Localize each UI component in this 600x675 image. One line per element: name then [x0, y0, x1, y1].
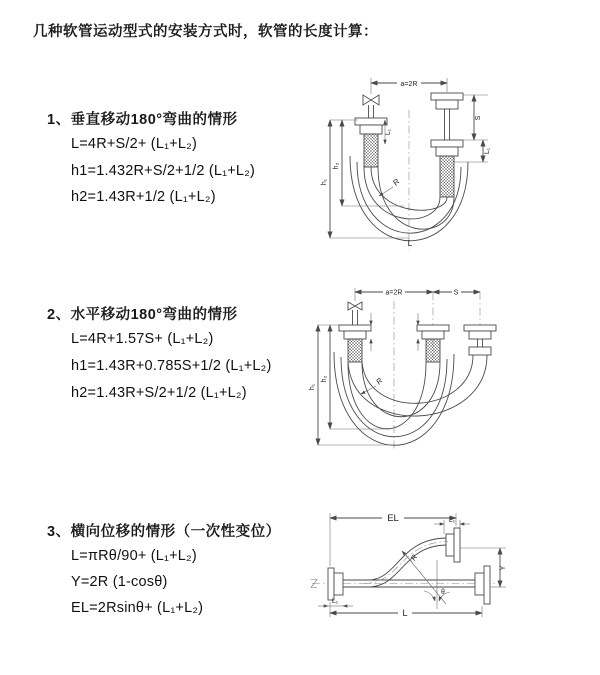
section-3-formula-y: Y=2R (1-cosθ) [71, 574, 168, 590]
dimension-a2r [355, 287, 433, 301]
svg-text:h₁: h₁ [321, 178, 328, 186]
svg-text:a=2R: a=2R [400, 81, 418, 88]
svg-text:S: S [453, 289, 459, 297]
section-2-formula-h2: h2=1.43R+S/2+1/2 (L₁+L₂) [71, 385, 247, 401]
section-1-formula-h2: h2=1.43R+1/2 (L₁+L₂) [71, 189, 216, 205]
svg-text:EL: EL [387, 513, 399, 524]
length-label: L [407, 238, 413, 248]
svg-text:L₁: L₁ [448, 517, 456, 524]
right-pipe-assembly [431, 93, 463, 197]
middle-pipe-assembly [417, 325, 449, 362]
left-flange [328, 568, 343, 600]
svg-text:L₁: L₁ [385, 128, 392, 136]
svg-text:a=2R: a=2R [385, 289, 403, 297]
svg-text:Y: Y [500, 565, 507, 571]
svg-text:S: S [475, 115, 482, 121]
dimension-l1-bottom [318, 598, 353, 606]
section-1-formula-h1: h1=1.432R+S/2+1/2 (L₁+L₂) [71, 163, 256, 179]
right-pipe-assembly [464, 325, 496, 355]
svg-text:L: L [402, 608, 408, 618]
section-2-formula-l: L=4R+1.57S+ (L₁+L₂) [71, 331, 214, 347]
svg-text:L₁: L₁ [331, 598, 339, 605]
left-pipe-assembly [355, 105, 387, 167]
dimension-l1-top [434, 517, 470, 534]
svg-text:L₁: L₁ [484, 147, 491, 155]
lower-right-flange [475, 566, 490, 604]
left-pipe-assembly [339, 310, 371, 362]
dimension-a2r [371, 78, 447, 94]
angle-theta [405, 554, 450, 609]
hose-u-bend-wide [348, 355, 487, 416]
section-2-heading: 2、水平移动180°弯曲的情形 [47, 307, 238, 323]
svg-text:h₁: h₁ [309, 383, 316, 391]
diagram-lateral-displacement [298, 502, 598, 637]
diagram-vertical-180-bend [314, 70, 584, 260]
dimension-s [433, 287, 480, 297]
section-1-formula-l: L=4R+S/2+ (L₁+L₂) [71, 136, 197, 152]
svg-text:R: R [374, 376, 385, 387]
svg-text:θ: θ [441, 589, 445, 596]
section-3-formula-el: EL=2Rsinθ+ (L₁+L₂) [71, 600, 204, 616]
reference-arrows [371, 313, 418, 351]
section-3-formula-l: L=πRθ/90+ (L₁+L₂) [71, 548, 197, 564]
svg-text:h₂: h₂ [321, 375, 328, 383]
section-3-heading: 3、横向位移的情形（一次性变位） [47, 524, 281, 540]
svg-text:R: R [408, 552, 420, 563]
valve-icon [348, 302, 362, 310]
section-1-heading: 1、垂直移动180°弯曲的情形 [47, 112, 238, 128]
dimension-s [463, 95, 488, 140]
diagram-horizontal-180-bend [305, 283, 590, 458]
svg-text:R: R [391, 177, 402, 188]
svg-text:h₂: h₂ [333, 162, 340, 170]
dimension-l [330, 602, 482, 618]
valve-icon [363, 95, 379, 105]
section-2-formula-h1: h1=1.43R+0.785S+1/2 (L₁+L₂) [71, 358, 272, 374]
radius-callout [379, 177, 402, 196]
page-title: 几种软管运动型式的安装方式时，软管的长度计算： [33, 24, 378, 40]
radius-callout [402, 551, 420, 562]
upper-right-flange [446, 528, 460, 562]
